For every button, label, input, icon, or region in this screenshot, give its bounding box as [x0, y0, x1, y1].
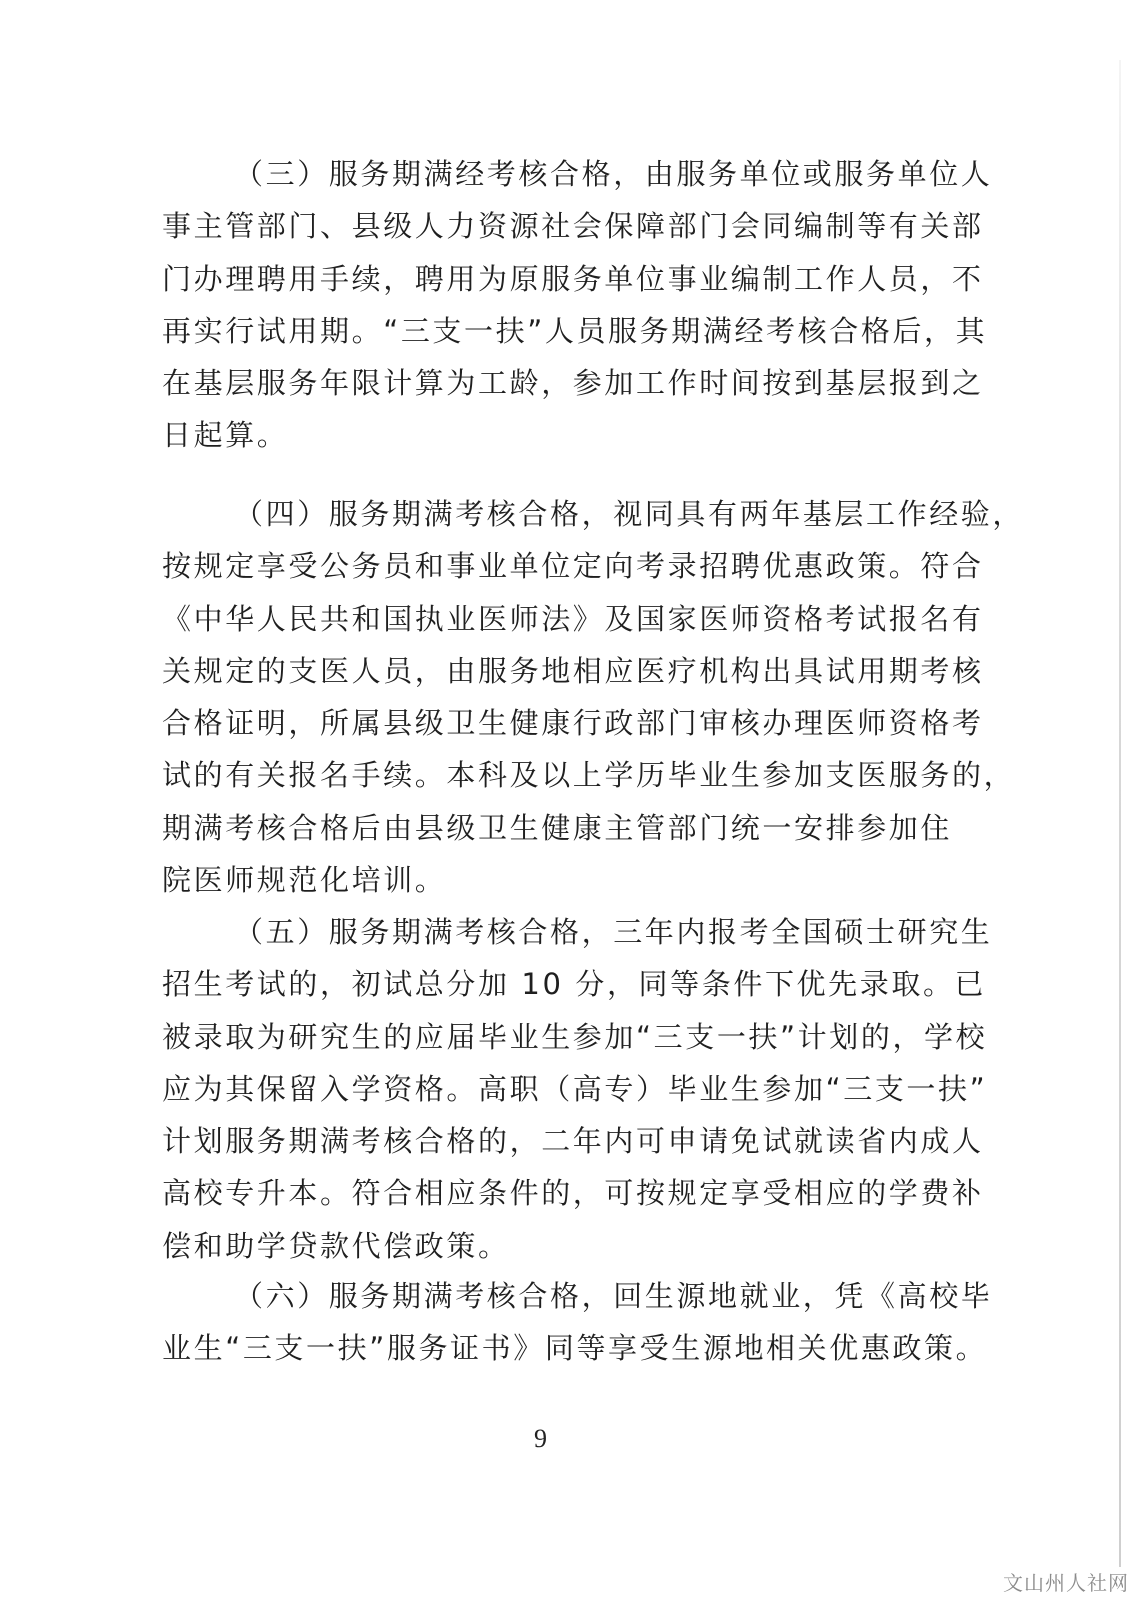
paragraph-line: （六）服务期满考核合格，回生源地就业，凭《高校毕	[234, 1279, 993, 1313]
paragraph-line: 关规定的支医人员，由服务地相应医疗机构出具试用期考核	[162, 653, 984, 688]
paragraph-line: 应为其保留入学资格。高职（高专）毕业生参加“三支一扶”	[162, 1071, 988, 1106]
paragraph-line: 招生考试的，初试总分加 10 分，同等条件下优先录取。已	[162, 967, 987, 1002]
paragraph-line: 日起算。	[162, 418, 289, 453]
paragraph-line: 事主管部门、县级人力资源社会保障部门会同编制等有关部	[162, 209, 984, 244]
paragraph-line: 高校专升本。符合相应条件的，可按规定享受相应的学费补	[162, 1176, 984, 1211]
paragraph-line: （四）服务期满考核合格，视同具有两年基层工作经验，	[234, 497, 1025, 531]
paragraph-line: 业生“三支一扶”服务证书》同等享受生源地相关优惠政策。	[162, 1331, 988, 1366]
paragraph-line: 按规定享受公务员和事业单位定向考录招聘优惠政策。符合	[162, 549, 984, 584]
paragraph-line: 门办理聘用手续，聘用为原服务单位事业编制工作人员，不	[162, 261, 984, 296]
paragraph-line: 偿和助学贷款代偿政策。	[162, 1228, 510, 1263]
paragraph-line: 院医师规范化培训。	[162, 863, 447, 898]
scan-edge-line	[1119, 60, 1121, 1570]
paragraph-line: （五）服务期满考核合格，三年内报考全国硕士研究生	[234, 915, 993, 949]
paragraph-line: 计划服务期满考核合格的，二年内可申请免试就读省内成人	[162, 1124, 984, 1159]
paragraph-line: 合格证明，所属县级卫生健康行政部门审核办理医师资格考	[162, 706, 984, 741]
paragraph-line: （三）服务期满经考核合格，由服务单位或服务单位人	[234, 157, 993, 191]
site-watermark: 文山州人社网	[1001, 1567, 1131, 1596]
paragraph-3	[162, 148, 992, 462]
paragraph-line: 《中华人民共和国执业医师法》及国家医师资格考试报名有	[162, 601, 984, 636]
paragraph-line: 在基层服务年限计算为工龄，参加工作时间按到基层报到之	[162, 366, 984, 401]
paragraph-line: 被录取为研究生的应届毕业生参加“三支一扶”计划的，学校	[162, 1019, 988, 1054]
paragraph-5	[162, 906, 992, 1272]
page-number: 9	[534, 1424, 547, 1453]
paragraph-line: 期满考核合格后由县级卫生健康主管部门统一安排参加住	[162, 810, 953, 845]
paragraph-line: 再实行试用期。“三支一扶”人员服务期满经考核合格后，其	[162, 313, 988, 348]
paragraph-4	[162, 488, 1024, 906]
paragraph-6	[162, 1270, 992, 1375]
paragraph-line: 试的有关报名手续。本科及以上学历毕业生参加支医服务的，	[162, 758, 1016, 793]
